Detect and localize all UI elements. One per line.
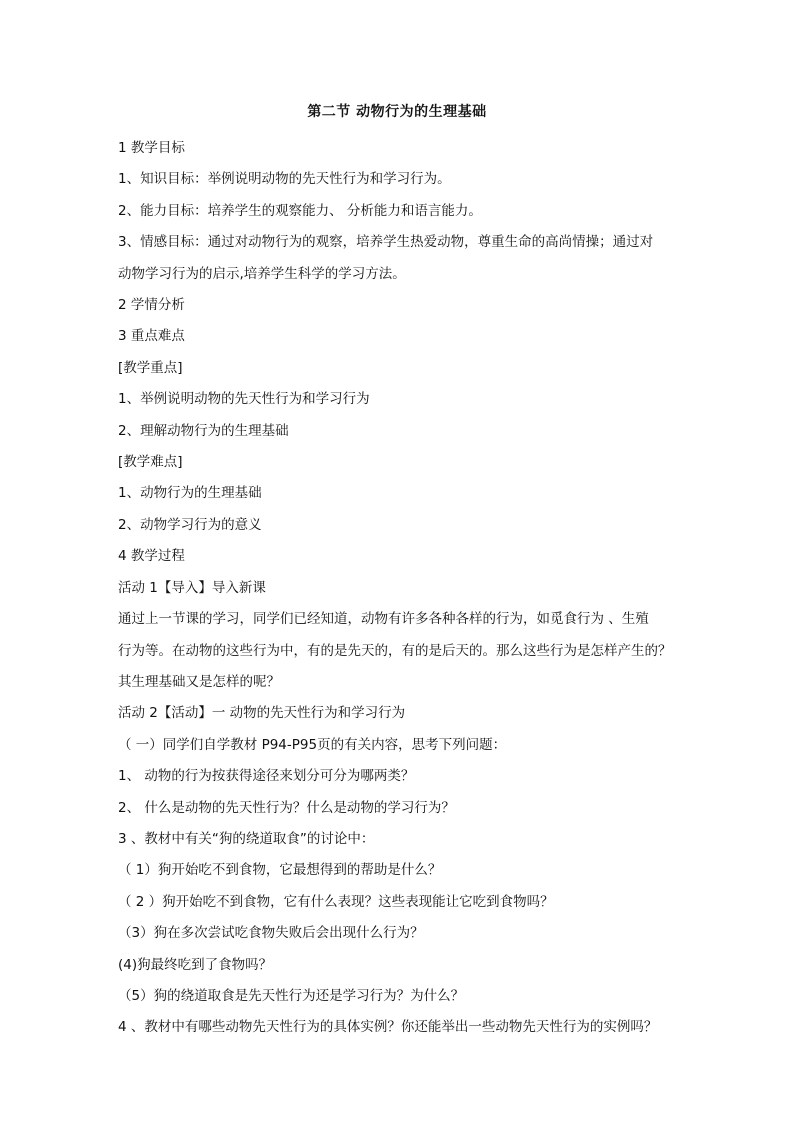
paragraph-line: 行为等。在动物的这些行为中，有的是先天的，有的是后天的。那么这些行为是怎样产生的？	[118, 642, 672, 659]
question-line: （ 2 ）狗开始吃不到食物，它有什么表现？这些表现能让它吃到食物吗？	[118, 893, 554, 910]
paragraph-line: 1、动物行为的生理基础	[118, 485, 262, 502]
paragraph-line: 2、动物学习行为的意义	[118, 516, 262, 533]
question-line: 4 、教材中有哪些动物先天性行为的具体实例？你还能举出一些动物先天性行为的实例吗？	[118, 1019, 658, 1036]
paragraph-line: 2、理解动物行为的生理基础	[118, 422, 289, 439]
question-line: 2、 什么是动物的先天性行为？什么是动物的学习行为？	[118, 799, 455, 816]
section-heading-process: 4 教学过程	[118, 548, 185, 565]
paragraph-line: 通过上一节课的学习，同学们已经知道，动物有许多各种各样的行为，如觅食行为 、生殖	[118, 611, 649, 628]
paragraph-line: 其生理基础又是怎样的呢？	[118, 673, 280, 690]
activity-heading: 活动 1【导入】导入新课	[118, 579, 266, 596]
page-title: 第二节 动物行为的生理基础	[307, 104, 487, 120]
subheading-difficulty: [教学难点]	[118, 454, 183, 471]
subheading-key-point: [教学重点]	[118, 359, 183, 376]
paragraph-line: 1、举例说明动物的先天性行为和学习行为	[118, 391, 370, 408]
section-heading-analysis: 2 学情分析	[118, 297, 185, 314]
paragraph-line: 2、能力目标：培养学生的观察能力、 分析能力和语言能力。	[118, 202, 482, 219]
question-line: 3 、教材中有关“狗的绕道取食”的讨论中：	[118, 830, 375, 847]
paragraph-line: 1、知识目标：举例说明动物的先天性行为和学习行为。	[118, 171, 451, 188]
paragraph-line: 3、情感目标：通过对动物行为的观察，培养学生热爱动物，尊重生命的高尚情操；通过对	[118, 234, 654, 251]
section-heading-key-points: 3 重点难点	[118, 328, 185, 345]
section-heading-objectives: 1 教学目标	[118, 140, 185, 156]
document-body	[118, 133, 674, 1044]
paragraph-line: 动物学习行为的启示,培养学生科学的学习方法。	[118, 265, 406, 282]
paragraph-line: （ 一）同学们自学教材 P94-P95页的有关内容，思考下列问题：	[118, 736, 507, 753]
question-line: 1、 动物的行为按获得途径来划分可分为哪两类？	[118, 768, 415, 785]
question-line: （5）狗的绕道取食是先天性行为还是学习行为？为什么？	[118, 987, 465, 1004]
activity-heading: 活动 2【活动】一 动物的先天性行为和学习行为	[118, 705, 406, 722]
question-line: (4)狗最终吃到了食物吗？	[118, 956, 273, 973]
question-line: （3）狗在多次尝试吃食物失败后会出现什么行为？	[118, 925, 424, 942]
question-line: （ 1）狗开始吃不到食物，它最想得到的帮助是什么？	[118, 862, 442, 879]
